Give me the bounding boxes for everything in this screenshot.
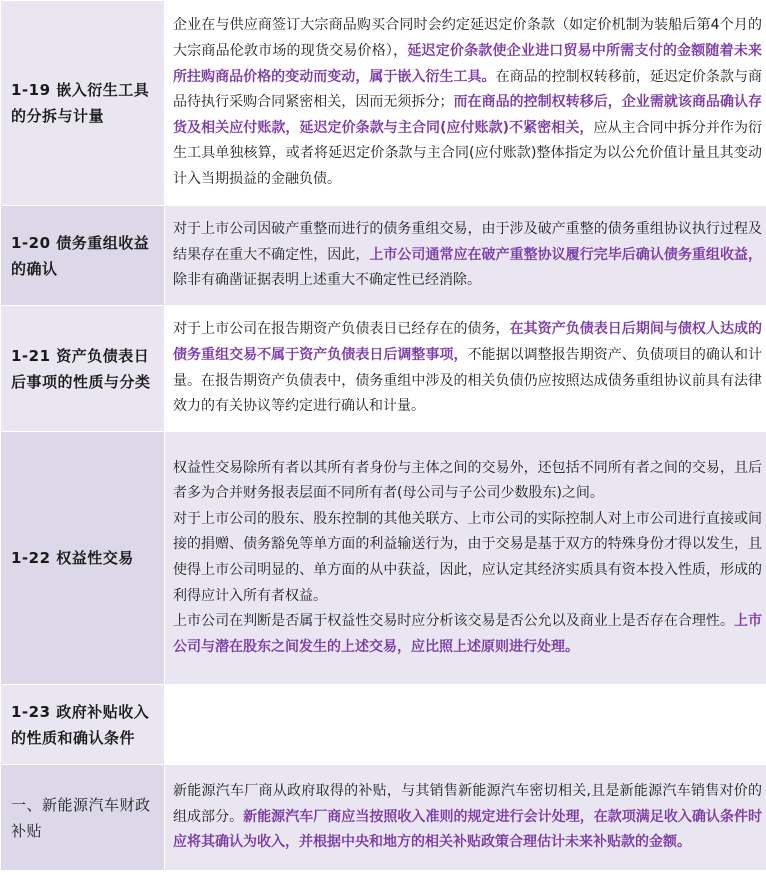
content-paragraph	[173, 217, 762, 294]
body-text: 新能源汽车厂商从政府取得的补贴，与其销售新能源汽车密切相关,且是新能源汽车销售对价的组成部分。	[173, 783, 762, 825]
highlighted-text: 而在商品的控制权转移后，企业需就该商品确认存货及相关应付账款，延迟定价条款与主合同(应付账款)不紧密相关，	[173, 94, 763, 136]
body-text: 应从主合同中拆分并作为衍生工具单独核算，或者将延迟定价条款与主合同(应付账款)整体指定为以公允价值计量且其变动计入当期损益的金融负债。	[173, 119, 762, 187]
row-label-cell	[1, 306, 165, 432]
content-paragraph	[173, 456, 762, 507]
content-paragraph	[173, 507, 762, 609]
body-text: 对于上市公司的股东、股东控制的其他关联方、上市公司的实际控制人对上市公司进行直接或间接的捐赠、债务豁免等单方面的利益输送行为，由于交易是基于双方的特殊身份才得以发生，且使得上市公司明显的、单方面的从中获益，因此，应认定其经济实质具有资本投入性质，形成的利得应计入所有者权益。	[173, 510, 762, 604]
row-label-cell	[1, 765, 165, 871]
body-text: 除非有确凿证据表明上述重大不确定性已经消除。	[173, 272, 481, 289]
highlighted-text: 上市公司通常应在破产重整协议履行完毕后确认债务重组收益，	[369, 246, 763, 263]
row-label: 一、新能源汽车财政补贴	[11, 795, 151, 840]
body-text: 在商品的控制权转移前，延迟定价条款与商品待执行采购合同紧密相关，因而无须拆分；	[173, 68, 763, 111]
highlighted-text: 在其资产负债表日后期间与债权人达成的债务重组交易不属于资产负债表日后调整事项，	[173, 321, 763, 363]
highlighted-text: 上市公司与潜在股东之间发生的上述交易，应比照上述原则进行处理。	[173, 613, 763, 655]
table-row	[1, 1, 766, 206]
table-row	[1, 765, 766, 871]
highlighted-text: 延迟定价条款使企业进口贸易中所需支付的金额随着未来所拄购商品价格的变动而变动，属于嵌入衍生工具。	[173, 43, 763, 85]
row-label-cell	[1, 432, 165, 685]
content-paragraph	[173, 609, 762, 660]
table-row	[1, 206, 766, 306]
row-content-cell	[165, 432, 766, 685]
table-row	[1, 306, 766, 432]
body-text: 对于上市公司因破产重整而进行的债务重组交易，由于涉及破产重整的债务重组协议执行过程及结果存在重大不确定性，因此，	[173, 221, 762, 263]
row-content-cell	[165, 1, 766, 206]
row-label-cell	[1, 1, 165, 206]
body-text: 企业在与供应商签订大宗商品购买合同时会约定延迟定价条款（如定价机制为装船后第4个月的大宗商品伦敦市场的现货交易价格），	[173, 17, 762, 60]
body-text: 上市公司在判断是否属于权益性交易时应分析该交易是否公允以及商业上是否存在合理性。	[173, 613, 734, 630]
row-label: 1-23 政府补贴收入的性质和确认条件	[11, 702, 150, 747]
row-label: 1-20 债务重组收益的确认	[11, 233, 150, 278]
row-label: 1-19 嵌入衍生工具的分拆与计量	[11, 81, 150, 125]
content-paragraph	[173, 13, 762, 192]
table-row	[1, 432, 766, 685]
row-label: 1-22 权益性交易	[11, 549, 134, 567]
row-label: 1-21 资产负债表日后事项的性质与分类	[11, 346, 151, 391]
row-label-cell	[1, 206, 165, 306]
content-paragraph	[173, 779, 762, 856]
content-paragraph	[173, 317, 762, 419]
row-content-cell	[165, 306, 766, 432]
highlighted-text: 新能源汽车厂商应当按照收入准则的规定进行会计处理，在款项满足收入确认条件时应将其确认为收入，并根据中央和地方的相关补贴政策合理估计未来补贴款的金额。	[173, 808, 763, 851]
row-content-cell	[165, 765, 766, 871]
row-content-cell	[165, 206, 766, 306]
body-text: 不能据以调整报告期资产、负债项目的确认和计量。在报告期资产负债表中，债务重组中涉及的相关负债仍应按照达成债务重组协议前具有法律效力的有关协议等约定进行确认和计量。	[173, 346, 763, 415]
body-text: 权益性交易除所有者以其所有者身份与主体之间的交易外，还包括不同所有者之间的交易，且后者多为合并财务报表层面不同所有者(母公司与子公司少数股东)之间。	[173, 459, 762, 502]
table-row	[1, 685, 766, 765]
row-content-cell	[165, 685, 766, 765]
row-label-cell	[1, 685, 165, 765]
body-text: 对于上市公司在报告期资产负债表日已经存在的债务，	[173, 321, 510, 338]
